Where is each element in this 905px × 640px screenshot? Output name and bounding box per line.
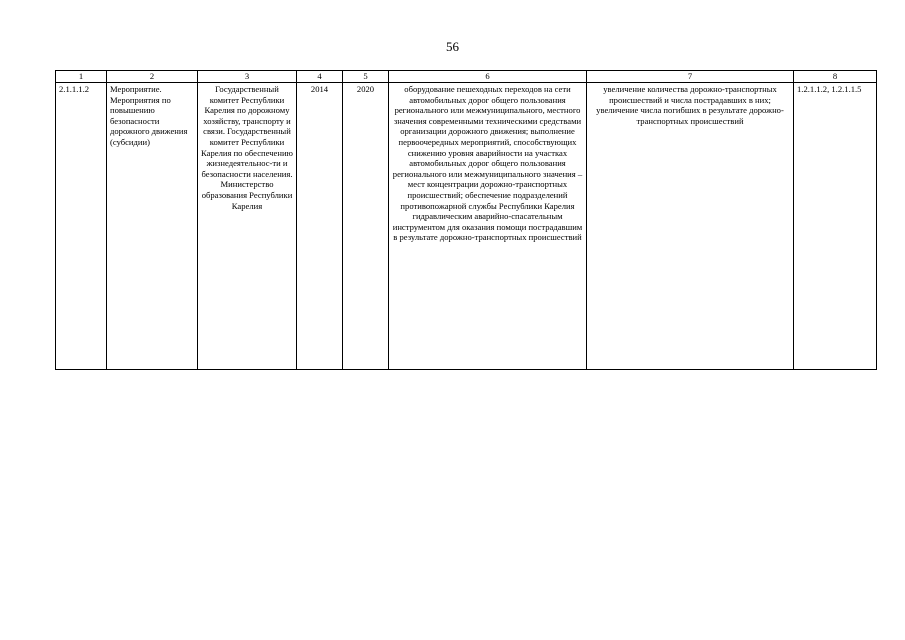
column-header: 7 — [587, 71, 794, 83]
table-header-row — [56, 71, 877, 83]
cell-activity-name: Мероприятие. Мероприятия по повышению безопасности дорожного движения (субсидии) — [107, 83, 198, 370]
cell-end-year: 2020 — [343, 83, 389, 370]
cell-consequences: увеличение количества дорожно-транспортных происшествий и числа пострадавших в них; увеличение числа погибших в результате дорожно-транспортных происшествий — [587, 83, 794, 370]
activities-table — [55, 70, 877, 370]
column-header: 5 — [343, 71, 389, 83]
cell-start-year: 2014 — [297, 83, 343, 370]
cell-indicators: 1.2.1.1.2, 1.2.1.1.5 — [794, 83, 877, 370]
column-header: 4 — [297, 71, 343, 83]
column-header: 2 — [107, 71, 198, 83]
cell-content: оборудование пешеходных переходов на сети автомобильных дорог общего пользования регионального или межмуниципального, местного значения современными техническими средствами организации дорожного движения; выполнение первоочередных мероприятий, способствующих снижению уровня аварийности на участках автомобильных дорог общего пользования регионального или межмуниципального значения – мест концентрации дорожно-транспортных происшествий; обеспечение подразделений противопожарной службы Республики Карелия гидравлическим аварийно-спасательным инструментом для оказания помощи пострадавшим в результате дорожно-транспортных происшествий — [389, 83, 587, 370]
column-header: 8 — [794, 71, 877, 83]
column-header: 6 — [389, 71, 587, 83]
table-row — [56, 83, 877, 370]
column-header: 1 — [56, 71, 107, 83]
cell-executor: Государственный комитет Республики Карелия по дорожному хозяйству, транспорту и связи. Государственный комитет Республики Карелия по обеспечению жизнедеятельнос-ти и безопасности населения. Министерство образования Республики Карелия — [198, 83, 297, 370]
column-header: 3 — [198, 71, 297, 83]
cell-code: 2.1.1.1.2 — [56, 83, 107, 370]
page-number: 56 — [446, 39, 459, 54]
